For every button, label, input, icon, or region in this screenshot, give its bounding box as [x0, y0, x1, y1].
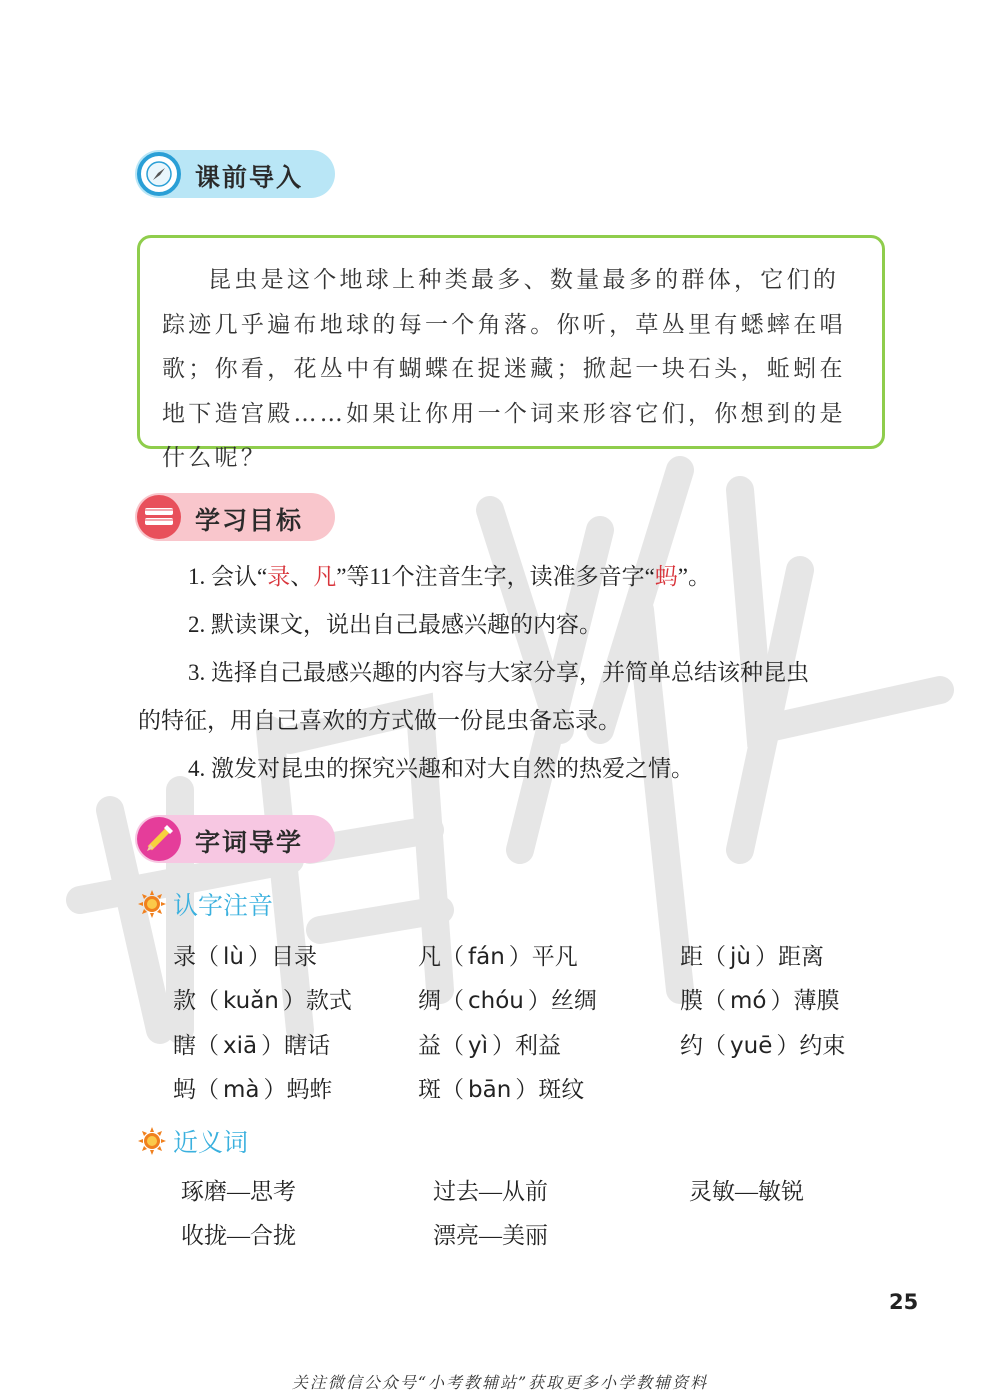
- footer-note: 关注微信公众号“小考教辅站”获取更多小学教辅资料: [291, 1373, 709, 1392]
- pinyin-item: 膜（ mó ）薄膜: [680, 988, 840, 1014]
- pinyin-item: 款（ kuǎn ）款式: [173, 988, 352, 1014]
- pinyin-item: 凡（ fán ）平凡: [418, 944, 578, 970]
- intro-box: [137, 235, 885, 471]
- intro-paragraph: 昆虫是这个地球上种类最多、数量最多的群体，它们的踪迹几乎遍布地球的每一个角落。你听，草丛里有蟋蟀在唱歌；你看，花丛中有蝴蝶在捉迷藏；掀起一块石头，蚯蚓在地下造宫殿……如果让你用一个词来形容它们，你想到的是什么呢？: [162, 267, 846, 471]
- subheader-pinyin-title: 认字注音: [173, 891, 274, 920]
- pencil-icon: [137, 817, 181, 861]
- goal-item-1: 1. 会认“录、凡”等11个注音生字，读准多音字“蚂”。: [188, 564, 712, 589]
- synonym-pair: 漂亮—美丽: [433, 1223, 548, 1248]
- goal-item-4: 4. 激发对昆虫的探究兴趣和对大自然的热爱之情。: [188, 756, 694, 781]
- section-header-goals: [135, 493, 335, 541]
- goals-list: [138, 553, 893, 793]
- synonym-pair: 过去—从前: [433, 1179, 548, 1204]
- goal-item-3: 3. 选择自己最感兴趣的内容与大家分享，并简单总结该种昆虫: [188, 660, 809, 685]
- section-header-intro: [135, 150, 335, 198]
- pinyin-item: 距（ jù ）距离: [680, 944, 824, 970]
- sun-icon: [137, 1126, 167, 1156]
- subheader-pinyin: [137, 887, 273, 921]
- subheader-synonyms: [137, 1124, 248, 1158]
- sun-icon: [137, 889, 167, 919]
- pinyin-item: 斑（ bān ）斑纹: [418, 1077, 585, 1103]
- page-number: 25: [889, 1290, 919, 1314]
- section-title-goals: 学习目标: [195, 506, 304, 535]
- section-title-intro: 课前导入: [195, 163, 304, 192]
- section-title-vocab: 字词导学: [195, 828, 304, 857]
- pinyin-item: 录（ lù ）目录: [173, 944, 317, 970]
- synonym-pair: 琢磨—思考: [181, 1179, 296, 1204]
- pinyin-item: 蚂（ mà ）蚂蚱: [173, 1077, 333, 1103]
- goal-item-2: 2. 默读课文，说出自己最感兴趣的内容。: [188, 612, 602, 637]
- synonym-pair: 收拢—合拢: [181, 1223, 296, 1248]
- pinyin-item: 约（ yuē ）约束: [680, 1033, 846, 1059]
- subheader-synonyms-title: 近义词: [173, 1128, 249, 1157]
- pinyin-item: 绸（ chóu ）丝绸: [418, 988, 597, 1014]
- synonym-pair: 灵敏—敏锐: [689, 1179, 804, 1204]
- section-header-vocab: [135, 815, 335, 863]
- pinyin-item: 瞎（ xiā ）瞎话: [173, 1033, 331, 1059]
- pinyin-item: 益（ yì ）利益: [418, 1033, 562, 1059]
- compass-icon: [137, 152, 181, 196]
- goal-item-3-cont: 的特征，用自己喜欢的方式做一份昆虫备忘录。: [138, 708, 621, 733]
- book-stack-icon: [137, 495, 181, 539]
